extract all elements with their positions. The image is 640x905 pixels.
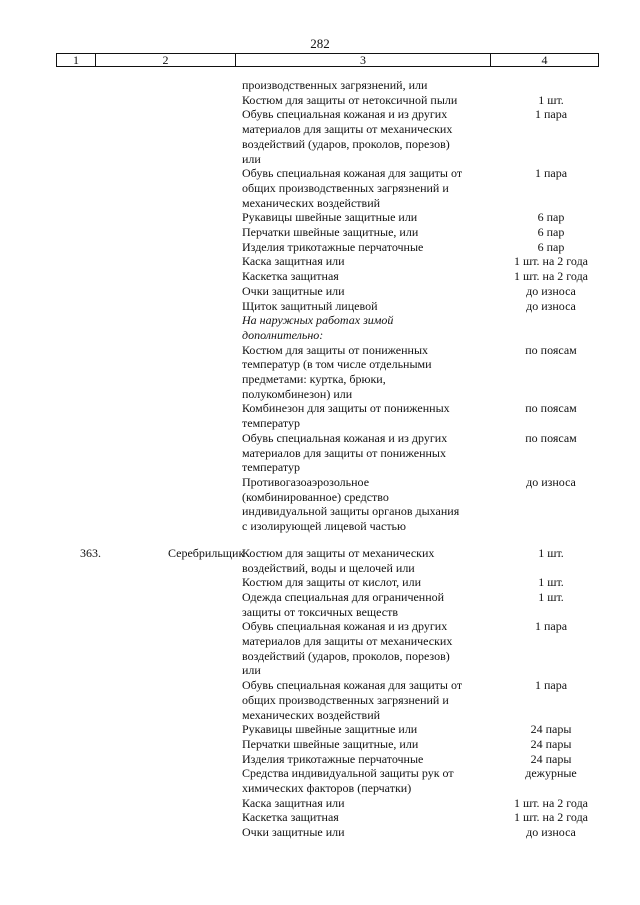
profession-cell xyxy=(64,313,242,342)
norm-cell: 1 шт. на 2 года xyxy=(513,810,589,825)
table-row xyxy=(0,796,640,811)
norm-cell: 1 шт. на 2 года xyxy=(513,269,589,284)
row-number-cell xyxy=(0,475,64,534)
table-row xyxy=(0,107,640,166)
norm-cell: 24 пары xyxy=(530,736,572,751)
table-body xyxy=(0,78,640,840)
page-number: 282 xyxy=(310,36,330,51)
table-row xyxy=(0,475,640,534)
item-cell: Костюм для защиты от нетоксичной пыли xyxy=(242,92,458,107)
table-header xyxy=(56,53,599,67)
item-cell: Каска защитная или xyxy=(242,254,345,269)
profession-cell xyxy=(64,737,242,752)
row-number-cell xyxy=(0,210,64,225)
item-cell: Обувь специальная кожаная для защиты от общих производственных загрязнений и механических воздействий xyxy=(242,678,463,722)
row-number-cell xyxy=(0,619,64,678)
item-cell: Костюм для защиты от пониженных температур (в том числе отдельными предметами: куртка, брюки, полукомбинезон) или xyxy=(242,342,432,401)
norm-cell: 1 пара xyxy=(534,166,568,181)
item-cell: Щиток защитный лицевой xyxy=(242,298,378,313)
norm-cell: 1 пара xyxy=(534,619,568,634)
norm-cell: 1 пара xyxy=(534,678,568,693)
profession-cell xyxy=(64,254,242,269)
profession-cell xyxy=(64,78,242,93)
table-row xyxy=(0,269,640,284)
table-row xyxy=(0,166,640,210)
row-number-cell xyxy=(0,796,64,811)
profession-cell xyxy=(64,343,242,402)
row-number-cell xyxy=(0,810,64,825)
item-cell: Комбинезон для защиты от пониженных температур xyxy=(242,401,450,431)
table-row xyxy=(0,737,640,752)
header-col-1: 1 xyxy=(57,54,96,66)
norm-cell: 1 шт. на 2 года xyxy=(513,795,589,810)
row-number-cell xyxy=(0,299,64,314)
table-row xyxy=(0,284,640,299)
profession-cell xyxy=(64,545,245,575)
profession-cell xyxy=(64,796,242,811)
profession-cell xyxy=(64,678,242,722)
item-cell: Рукавицы швейные защитные или xyxy=(242,722,418,737)
profession-cell xyxy=(64,299,242,314)
profession-cell xyxy=(64,619,242,678)
item-cell: Каскетка защитная xyxy=(242,269,339,284)
norm-cell: по поясам xyxy=(525,430,577,445)
norm-cell: до износа xyxy=(526,298,576,313)
profession-cell xyxy=(64,166,242,210)
norm-cell: по поясам xyxy=(525,401,577,416)
item-cell: Обувь специальная кожаная и из других материалов для защиты от механических воздействий (ударов, проколов, порезов) или xyxy=(242,619,453,678)
item-cell: Противогазоаэрозольное (комбинированное) средство индивидуальной защиты органов дыхания с изолирующей лицевой частью xyxy=(242,474,460,534)
norm-cell: до износа xyxy=(526,474,576,489)
profession-cell xyxy=(64,240,242,255)
profession-cell xyxy=(64,284,242,299)
table-row xyxy=(0,575,640,590)
norm-cell: по поясам xyxy=(525,342,577,357)
row-number-cell xyxy=(0,166,64,210)
row-number-cell xyxy=(0,254,64,269)
row-number-cell xyxy=(0,313,64,342)
norm-cell: 6 пар xyxy=(537,225,565,240)
profession-cell xyxy=(64,210,242,225)
norm-cell xyxy=(492,78,610,93)
header-col-2: 2 xyxy=(96,54,236,66)
profession-cell xyxy=(64,225,242,240)
table-row xyxy=(0,722,640,737)
item-cell: Изделия трикотажные перчаточные xyxy=(242,239,424,254)
profession-cell xyxy=(64,810,242,825)
table-row xyxy=(0,210,640,225)
item-cell: Обувь специальная кожаная и из других материалов для защиты от пониженных температур xyxy=(242,430,448,475)
norm-cell: 1 шт. на 2 года xyxy=(513,254,589,269)
row-number-cell xyxy=(0,766,64,795)
row-number-cell xyxy=(0,78,64,93)
profession-cell xyxy=(64,590,242,619)
norm-cell: 6 пар xyxy=(537,210,565,225)
row-number-cell xyxy=(0,240,64,255)
item-cell: Обувь специальная кожаная и из других материалов для защиты от механических воздействий (ударов, проколов, порезов) или xyxy=(242,107,453,166)
profession-cell xyxy=(64,766,242,795)
row-number-cell xyxy=(0,737,64,752)
table-row xyxy=(0,590,640,619)
item-cell: Костюм для защиты от кислот, или xyxy=(242,575,421,590)
profession-cell xyxy=(64,752,242,767)
item-cell: На наружных работах зимой дополнительно: xyxy=(242,313,394,342)
profession-cell xyxy=(64,107,242,166)
table-row xyxy=(0,93,640,108)
norm-cell: 1 шт. xyxy=(538,575,564,590)
item-cell: Очки защитные или xyxy=(242,825,345,840)
item-cell: Обувь специальная кожаная для защиты от общих производственных загрязнений и механических воздействий xyxy=(242,166,463,210)
table-row xyxy=(0,78,640,93)
row-number-cell xyxy=(0,545,101,575)
table-row xyxy=(0,254,640,269)
row-number-cell xyxy=(0,431,64,475)
row-number-cell xyxy=(0,752,64,767)
item-cell: Очки защитные или xyxy=(242,283,345,298)
item-cell: Средства индивидуальной защиты рук от химических факторов (перчатки) xyxy=(242,766,454,796)
item-cell: Перчатки швейные защитные, или xyxy=(242,225,419,240)
table-row xyxy=(0,752,640,767)
table-row xyxy=(0,401,640,430)
table-row xyxy=(0,299,640,314)
profession-name: Серебрильщик xyxy=(168,545,245,560)
item-cell: Каскетка защитная xyxy=(242,810,339,825)
table-row xyxy=(0,546,640,575)
row-number: 363. xyxy=(80,545,101,560)
row-number-cell xyxy=(0,590,64,619)
norm-cell: до износа xyxy=(526,283,576,298)
item-cell: Костюм для защиты от механических воздействий, воды и щелочей или xyxy=(242,545,435,575)
norm-cell: 1 пара xyxy=(534,107,568,122)
table-row xyxy=(0,431,640,475)
row-number-cell xyxy=(0,284,64,299)
row-number-cell xyxy=(0,93,64,108)
table-row xyxy=(0,225,640,240)
profession-cell xyxy=(64,401,242,430)
table-row xyxy=(0,810,640,825)
table-row xyxy=(0,678,640,722)
header-col-4: 4 xyxy=(541,53,548,67)
norm-cell: до износа xyxy=(526,825,576,840)
profession-cell xyxy=(64,431,242,475)
item-cell: Одежда специальная для ограниченной защиты от токсичных веществ xyxy=(242,589,445,619)
table-row xyxy=(0,240,640,255)
item-cell: Перчатки швейные защитные, или xyxy=(242,736,419,751)
norm-cell: 1 шт. xyxy=(538,92,564,107)
table-row xyxy=(0,825,640,840)
profession-cell xyxy=(64,825,242,840)
row-number-cell xyxy=(0,722,64,737)
profession-cell xyxy=(64,575,242,590)
row-number-cell xyxy=(0,401,64,430)
norm-cell: 1 шт. xyxy=(538,545,564,560)
table-row xyxy=(0,343,640,402)
row-number-cell xyxy=(0,575,64,590)
norm-cell: 6 пар xyxy=(537,239,565,254)
norm-cell: 24 пары xyxy=(530,751,572,766)
row-number-cell xyxy=(0,825,64,840)
section-gap xyxy=(0,534,640,546)
row-number-cell xyxy=(0,225,64,240)
norm-cell xyxy=(492,313,610,342)
table-row xyxy=(0,619,640,678)
item-cell: Каска защитная или xyxy=(242,795,345,810)
item-cell: производственных загрязнений, или xyxy=(242,78,428,92)
row-number-cell xyxy=(0,343,64,402)
profession-cell xyxy=(64,93,242,108)
item-cell: Рукавицы швейные защитные или xyxy=(242,210,418,225)
profession-cell xyxy=(64,722,242,737)
norm-cell: 24 пары xyxy=(530,722,572,737)
table-row xyxy=(0,766,640,795)
norm-cell: 1 шт. xyxy=(538,589,564,604)
norm-cell: дежурные xyxy=(525,766,577,781)
header-col-3: 3 xyxy=(236,54,491,66)
row-number-cell xyxy=(0,107,64,166)
row-number-cell xyxy=(0,269,64,284)
row-number-cell xyxy=(0,678,64,722)
profession-cell xyxy=(64,269,242,284)
table-row xyxy=(0,313,640,342)
item-cell: Изделия трикотажные перчаточные xyxy=(242,751,424,766)
profession-cell xyxy=(64,475,242,534)
